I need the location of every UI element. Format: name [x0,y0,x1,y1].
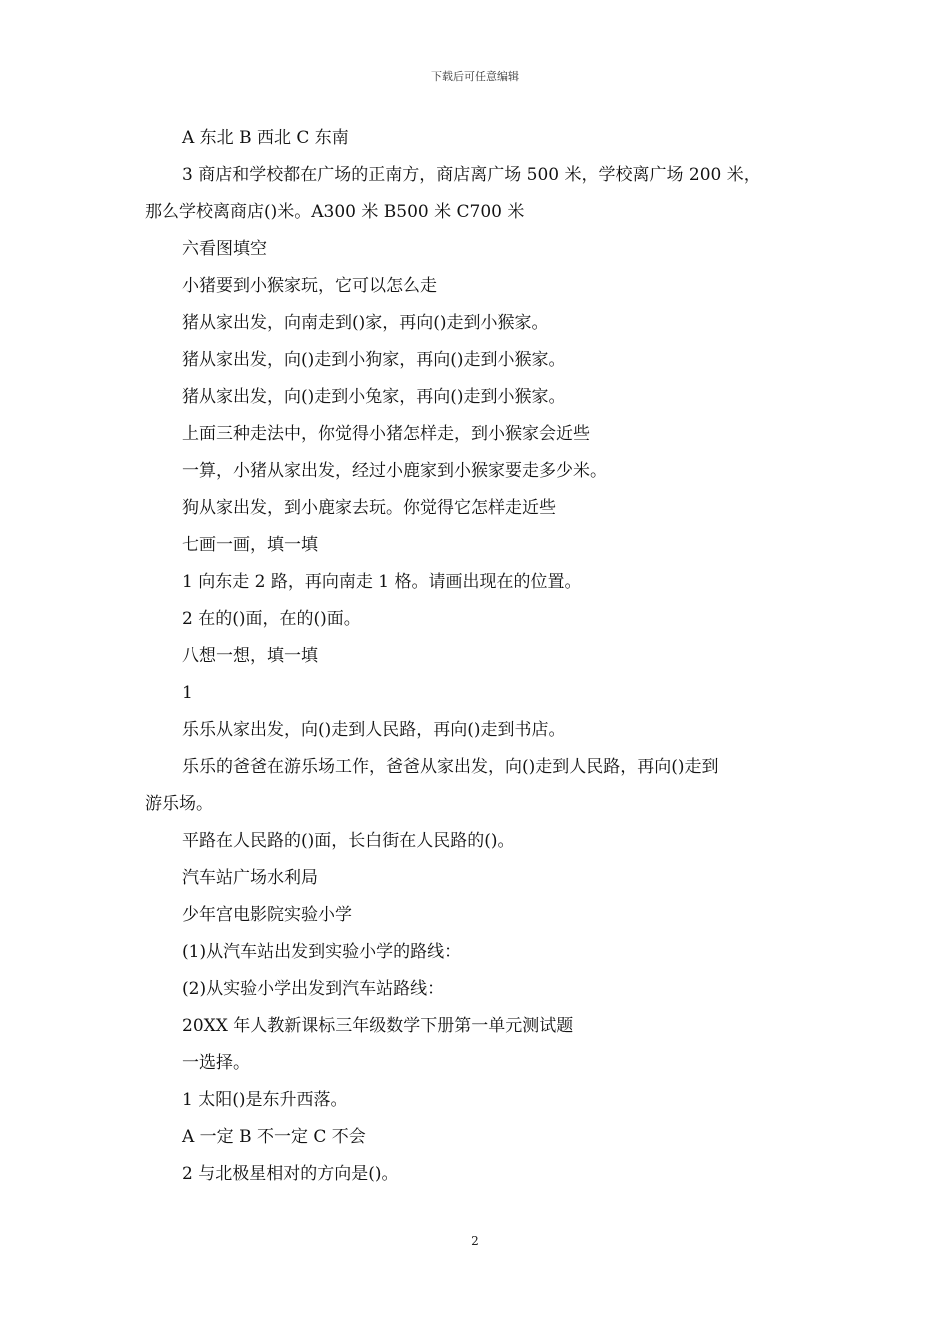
text-line: 猪从家出发，向()走到小狗家，再向()走到小猴家。 [182,350,566,370]
section-heading: 一选择。 [182,1053,250,1073]
page-header: 下载后可任意编辑 [431,70,519,83]
page-number: 2 [471,1234,479,1248]
text-line: A 东北 B 西北 C 东南 [182,128,349,148]
text-line: 猪从家出发，向南走到()家，再向()走到小猴家。 [182,313,549,333]
text-line: 乐乐从家出发，向()走到人民路，再向()走到书店。 [182,720,566,740]
text-line: 汽车站广场水利局 [182,868,318,888]
text-line: (1)从汽车站出发到实验小学的路线： [182,942,462,962]
text-line: 1 太阳()是东升西落。 [182,1090,348,1110]
text-line: 游乐场。 [145,794,213,814]
text-line: 乐乐的爸爸在游乐场工作，爸爸从家出发，向()走到人民路，再向()走到 [182,757,719,777]
text-line: 小猪要到小猴家玩，它可以怎么走 [182,276,437,296]
section-heading: 六看图填空 [182,239,267,259]
text-line: 一算，小猪从家出发，经过小鹿家到小猴家要走多少米。 [182,461,607,481]
text-line: 1 向东走 2 路，再向南走 1 格。请画出现在的位置。 [182,572,582,592]
text-line: 狗从家出发，到小鹿家去玩。你觉得它怎样走近些 [182,498,556,518]
text-line: 2 与北极星相对的方向是()。 [182,1164,399,1184]
text-line: 上面三种走法中，你觉得小猪怎样走，到小猴家会近些 [182,424,590,444]
text-line: 1 [182,683,193,703]
text-line: 2 在的()面，在的()面。 [182,609,361,629]
text-line: 猪从家出发，向()走到小兔家，再向()走到小猴家。 [182,387,566,407]
section-heading: 七画一画，填一填 [182,535,318,555]
text-line: 平路在人民路的()面，长白街在人民路的()。 [182,831,515,851]
text-line: 那么学校离商店()米。A300 米 B500 米 C700 米 [145,202,525,222]
text-line: 少年宫电影院实验小学 [182,905,352,925]
text-line: A 一定 B 不一定 C 不会 [182,1127,366,1147]
test-title: 20XX 年人教新课标三年级数学下册第一单元测试题 [182,1016,574,1036]
document-body [145,120,810,1193]
text-line: 3 商店和学校都在广场的正南方，商店离广场 500 米，学校离广场 200 米， [182,165,761,185]
text-line: (2)从实验小学出发到汽车站路线： [182,979,445,999]
section-heading: 八想一想，填一填 [182,646,318,666]
